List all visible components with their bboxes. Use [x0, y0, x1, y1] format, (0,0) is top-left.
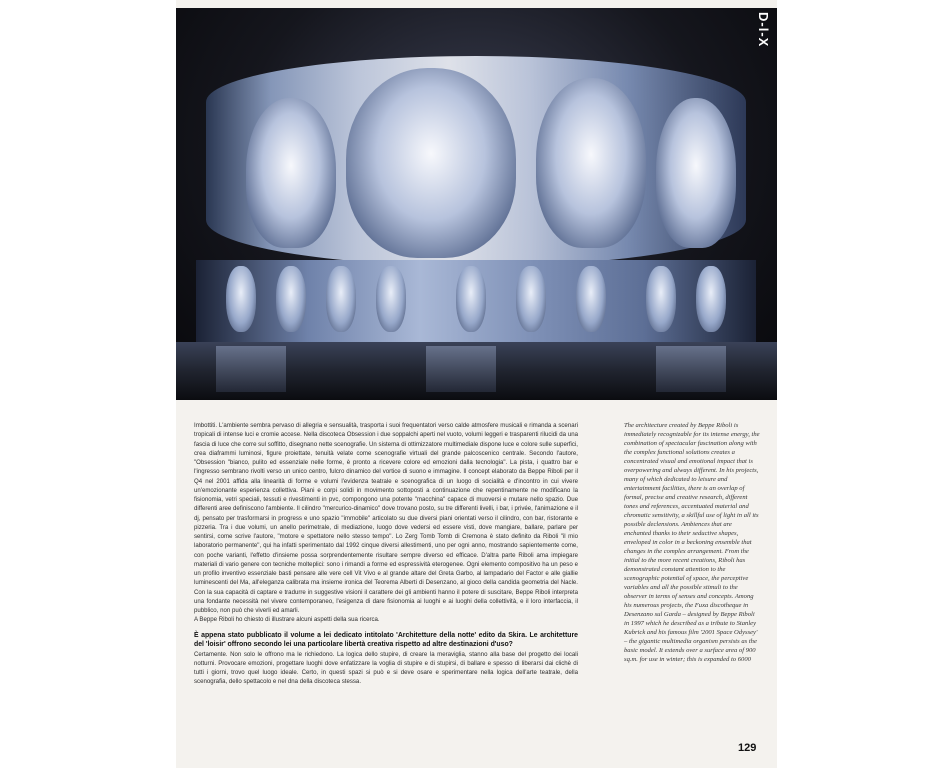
- italian-text-column: [194, 421, 578, 687]
- interview-question: È appena stato pubblicato il volume a lei dedicato intitolato 'Architetture della notte' edito da Skira. Le architetture del 'loisir' offrono secondo lei una particolare libertà creativa rispetto ad altre destinazioni d'uso?: [194, 631, 578, 649]
- mini-face: [646, 266, 676, 332]
- interview-answer: Certamente. Non solo le offrono ma le richiedono. La logica dello stupire, di creare la meraviglia, stanno alla base del progetto dei locali notturni. Provocare emozioni, progettare luoghi dove enfatizzare la voglia di stupire e di stupirsi, di ballare e spesso di liberarsi dai clichè di tutti i giorni, trovo quel luogo ideale. Certo, in questi spazi si può e si deve osare e sperimentare nella logica dell'arte teatrale, della scenografia, dello spettacolo e nel dna della discoteca stessa.: [194, 650, 578, 686]
- projected-face-far-right: [656, 98, 736, 248]
- page-number: 129: [738, 742, 757, 754]
- mini-face: [326, 266, 356, 332]
- mini-face: [456, 266, 486, 332]
- english-text-column: The architecture created by Beppe Riboli is immediately recognizable for its intense energy, the combination of spectacular fascination along with the complex functional solutions creates a concentrated visual and emotional impact that is overpowering and always different. In his projects, many of which dedicated to leisure and entertainment facilities, there is an overlap of formal, precise and creative research, different tones and references, accentuated material and chromatic sensitivity, a skillful use of light in all its possible declensions. Ambiences that are enchanted thanks to their seductive shapes, enveloped in color in a beckoning ensemble that changes in the complex arrangement. From the initial to the more recent creations, Riboli has demonstrated constant attention to the scenographic potential of space, the perceptive variables and all the possible stimuli to the observer in terms of senses and concepts. Among his numerous projects, the Fuxa discotheque in Desenzano sul Garda – designed by Beppe Riboli in 1997 which he described as a tribute to Stanley Kubrick and his famous film '2001 Space Odyssey' – the gigantic multimedia organism persists as the basic model. It extends over a surface area of 900 sq.m. for use in winter; this is expanded to 6000: [624, 422, 760, 663]
- mini-face: [376, 266, 406, 332]
- mini-face: [276, 266, 306, 332]
- mini-face: [226, 266, 256, 332]
- body-paragraph: A Beppe Riboli ho chiesto di illustrare alcuni aspetti della sua ricerca.: [194, 616, 380, 624]
- lower-video-band: [196, 260, 756, 342]
- photo-corner-tag: D-l-X: [756, 12, 771, 48]
- stage-structure: [426, 346, 496, 392]
- projected-face-center: [346, 68, 516, 258]
- projected-face-left: [246, 98, 336, 248]
- mini-face: [696, 266, 726, 332]
- stage-structure: [216, 346, 286, 392]
- magazine-page: [176, 0, 777, 768]
- stage-structure: [656, 346, 726, 392]
- discotheque-photo: [176, 8, 777, 400]
- mini-face: [516, 266, 546, 332]
- projected-face-right: [536, 78, 646, 248]
- body-paragraph: Imbottiti. L'ambiente sembra pervaso di allegria e sensualità, trasporta i suoi frequentatori verso calde atmosfere musicali e rimanda a scenari tropicali di intense luci e cromie accese. Nella discoteca Obsession i due soppalchi aperti nel vuoto, volumi leggeri e trasparenti rilucidi da una fascia di luce che corre sul soffitto, disegnano nette scenografie. Un sistema di ottimizzatore multimediale dispone luce e colore sulle superfici, crea diaframmi luminosi, figure proiettate, tenuità velate come scenografie virtuali del grande palcoscenico centrale. Secondo l'autore, "Obsession "bianco, pulito ed essenziale nelle forme, è pronto a ricevere colore ed emozioni dalla tecnologia". La pista, i quattro bar e l'ingresso sembrano rivolti verso un unico centro, fulcro dinamico del vortice di suono e immagine. Il concept elaborato da Beppe Riboli per il Q4 nel 2001 affida alla linearità di forme e volumi l'evidenza teatrale e scenografica di un luogo di socialità e d'incontro in cui vivere un'emozionante esperienza collettiva. Piani e corpi solidi in movimento sottoposti a continuazione che repentinamente ne modificano la fisionomia, vetri speciali, tessuti e rivestimenti in pvc, compongono una potente "macchina" capace di muoversi e mutare nello spazio. Due differenti aree definiscono l'ambiente. Il cilindro "mercurico-dinamico" dove trovano posto, su tre differenti livelli, i bar, i privée, l'animazione e il dj, pensato per trasformarsi in progress e uno spazio "immobile" articolato su due diversi piani orientati verso il cilindro, con bar, ristorante e pizzeria. Tra i due volumi, un anello perimetrale, di mediazione, luogo dove vedersi ed essere visti, dove mangiare, ballare, parlare per sentirsi, come scrive l'autore, "motore e spettatore nello stesso tempo". Lo Zerg Tomb Tomb di Cremona è stato definito da Riboli "il mio laboratorio permanente", qui ha infatti sperimentato dal 1992 cinque diversi allestimenti, uno per ogni anno, mostrando sapientemente come, con poche varianti, l'effetto d'insieme possa sorprendentemente risultare sempre diverso ed efficace. D'altra parte Riboli ama impiegare materiali di vario genere con tecniche molteplici: sono i rimandi a forme ed espressività eterogenee. Ogni elemento compositivo ha un peso e un profilo inventivo essenziale basti pensare alle vere cell Vit Vivo e al grande altare del Greta Garbo, al lampadario del Factor e alle giallie luminescenti del Ma, all'eleganza calibrata ma insieme ironica del Teorema Alberti di Desenzano, al gioco della candida geometria del Nacle. Con la sua capacità di captare e tradurre in suggestive visioni il carattere dei gli ambienti hanno il potere di suscitare, Beppe Riboli interpreta una fondante necessità nel vivere contemporaneo, l'esigenza di dare fisionomia ai luoghi e ai luoghi della collettività, e il loro interfaccia, il pubblico, non può che viverli ed amarli.: [194, 422, 578, 614]
- mini-face: [576, 266, 606, 332]
